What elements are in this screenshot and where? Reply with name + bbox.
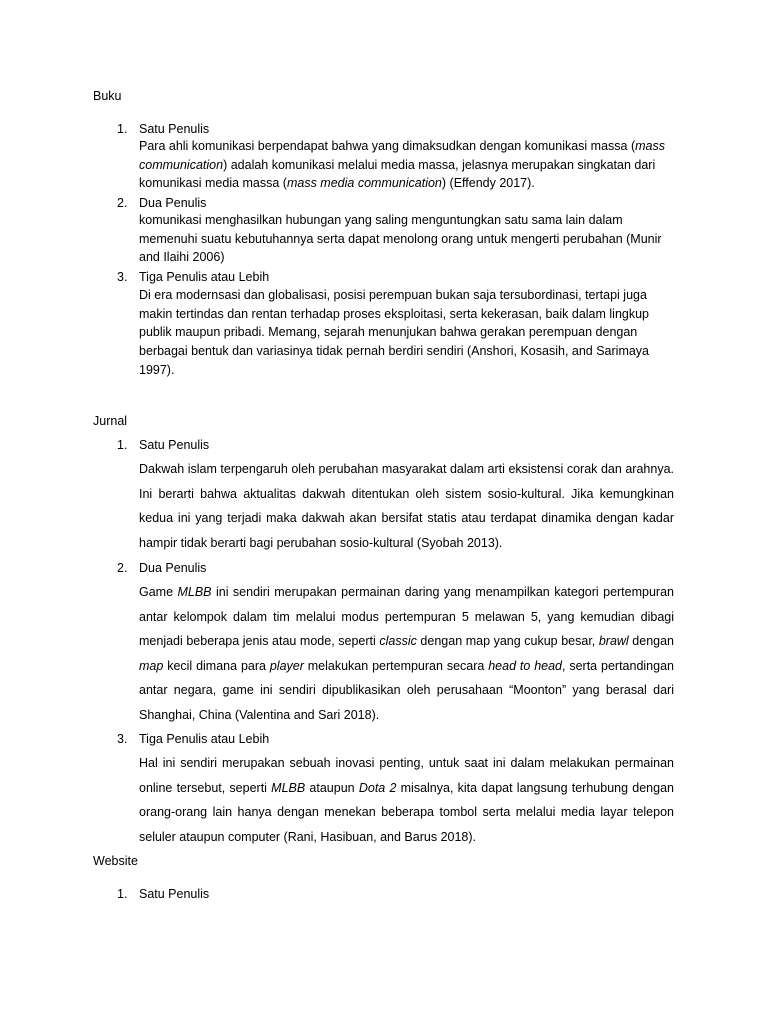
item-number: 3. [117,270,128,284]
item-number: 1. [117,887,128,901]
item-paragraph: Game MLBB ini sendiri merupakan permainan daring yang menampilkan kategori pertempuran antar kelompok dalam tim melalui modus pertempuran 5 melawan 5, yang kemudian dibagi menjadi beberapa jenis atau mode, seperti classic dengan map yang cukup besar, brawl dengan map kecil dimana para player melakukan pertempuran secara head to head, serta pertandingan antar negara, game ini sendiri dipublikasikan oleh perusahaan “Moonton” yang berasal dari Shanghai, China (Valentina and Sari 2018). [139,585,675,722]
item-number: 1. [117,438,128,452]
item-title: Satu Penulis [139,438,210,452]
item-title: Tiga Penulis atau Lebih [139,732,270,746]
item-title: Dua Penulis [139,196,207,210]
section-heading-website: Website [93,854,138,868]
item-paragraph: Hal ini sendiri merupakan sebuah inovasi penting, untuk saat ini dalam melakukan permainan online tersebut, seperti MLBB ataupun Dota 2 misalnya, kita dapat langsung terhubung dengan orang-orang lain hanya dengan menekan beberapa tombol serta melalui media layar telepon seluler ataupun computer (Rani, Hasibuan, and Barus 2018). [139,756,674,844]
item-paragraph: Dakwah islam terpengaruh oleh perubahan masyarakat dalam arti eksistensi corak dan arahnya. Ini berarti bahwa aktualitas dakwah ditentukan oleh sistem sosio-kultural. Jika kemungkinan kedua ini yang terjadi maka dakwah akan bersifat statis atau terdapat dinamika dengan kadar hampir tidak berarti bagi perubahan sosio-kultural (Syobah 2013). [139,462,674,550]
item-title: Satu Penulis [139,887,210,901]
item-number: 2. [117,196,128,210]
item-number: 2. [117,561,128,575]
section-heading-buku: Buku [93,89,122,103]
item-paragraph: Di era modernsasi dan globalisasi, posisi perempuan bukan saja tersubordinasi, tertapi juga makin tertindas dan rentan terhadap proses eksploitasi, serta kekerasan, baik dalam lingkup publik maupun pribadi. Memang, sejarah menunjukan bahwa gerakan perempuan dengan berbagai bentuk dan variasinya tidak pernah berdiri sendiri (Anshori, Kosasih, and Sarimaya 1997). [139,288,650,377]
item-title: Tiga Penulis atau Lebih [139,270,270,284]
item-number: 1. [117,122,128,136]
item-title: Satu Penulis [139,122,210,136]
item-title: Dua Penulis [139,561,207,575]
item-number: 3. [117,732,128,746]
item-paragraph: Para ahli komunikasi berpendapat bahwa yang dimaksudkan dengan komunikasi massa (mass communication) adalah komunikasi melalui media massa, jelasnya merupakan singkatan dari komunikasi media massa (mass media communication) (Effendy 2017). [139,139,665,191]
section-heading-jurnal: Jurnal [93,414,128,428]
item-paragraph: komunikasi menghasilkan hubungan yang saling menguntungkan satu sama lain dalam memenuhi suatu kebutuhannya serta dapat menolong orang untuk mengerti perubahan (Munir and Ilaihi 2006) [139,213,662,265]
